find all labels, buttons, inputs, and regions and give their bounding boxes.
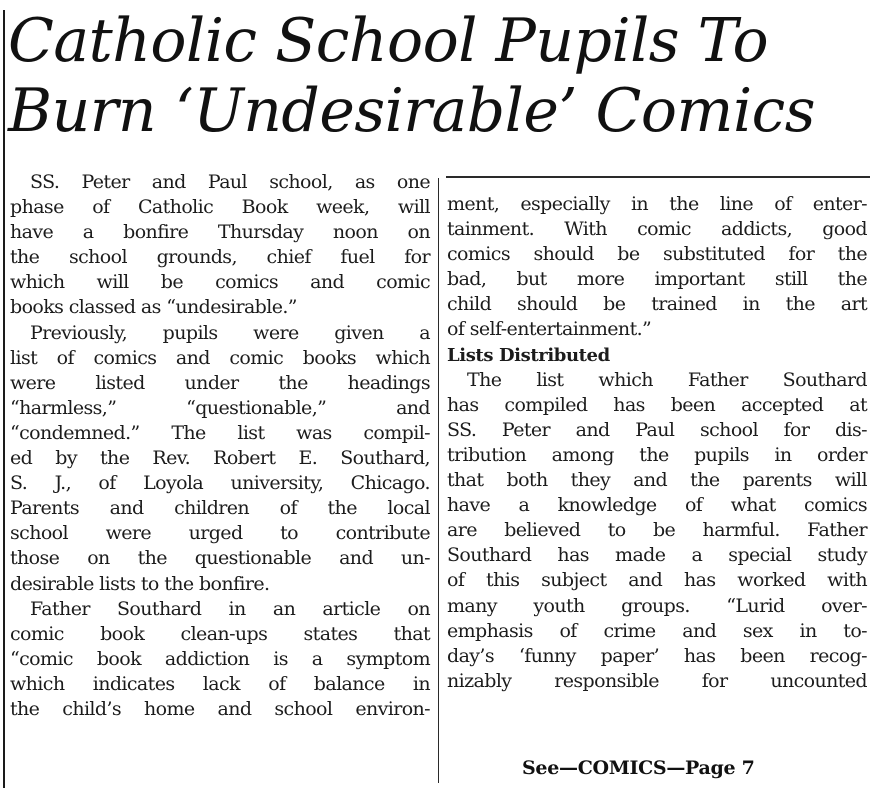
body-line: tribution among the pupils in order [447,443,867,466]
body-line: the school grounds, chief fuel for [10,246,430,269]
body-line: which will be comics and comic [10,271,430,294]
body-line: nizably responsible for uncounted [447,669,867,692]
body-line: Previously, pupils were given a [30,321,430,344]
body-line: ment, especially in the line of enter- [447,193,867,215]
body-line: have a knowledge of what comics [447,494,867,517]
left-border-rule [3,10,5,788]
body-line: those on the questionable and un- [10,547,430,570]
body-line: Father Southard in an article on [30,597,430,620]
body-line: of this subject and has worked with [447,569,867,592]
body-line: The list which Father Southard [467,368,867,391]
right-column-top-rule [446,176,870,178]
body-line: “condemned.” The list was compil- [10,421,430,444]
body-line: the child’s home and school environ- [10,697,430,720]
body-line: emphasis of crime and sex in to- [447,619,867,642]
column-divider-rule [438,178,439,783]
left-column [10,170,430,722]
body-line: desirable lists to the bonfire. [10,572,270,595]
headline-line-1: Catholic School Pupils To [8,6,769,76]
body-line: of self-entertainment.” [447,318,652,341]
body-line: are believed to be harmful. Father [447,519,867,542]
body-line: S. J., of Loyola university, Chicago. [10,472,430,495]
body-line: have a bonfire Thursday noon on [10,221,430,244]
body-line: tainment. With comic addicts, good [447,218,867,241]
body-line: has compiled has been accepted at [447,393,867,416]
body-line: ed by the Rev. Robert E. Southard, [10,447,430,470]
body-line: SS. Peter and Paul school for dis- [447,418,867,441]
body-line: Parents and children of the local [10,497,430,520]
right-column [447,192,867,694]
body-line: list of comics and comic books which [10,346,430,369]
body-line: child should be trained in the art [447,293,867,316]
body-line: school were urged to contribute [10,522,430,545]
body-line: phase of Catholic Book week, will [10,196,430,219]
body-line: Southard has made a special study [447,544,867,567]
headline [8,6,874,146]
body-line: books classed as “undesirable.” [10,296,297,319]
subhead: Lists Distributed [447,344,610,366]
body-line: comics should be substituted for the [447,243,867,266]
body-line: “harmless,” “questionable,” and [10,396,430,419]
continued-jump-line: See—COMICS—Page 7 [522,757,755,779]
body-line: comic book clean-ups states that [10,622,430,645]
body-line: “comic book addiction is a symptom [10,647,430,670]
body-line: bad, but more important still the [447,268,867,291]
body-line: many youth groups. “Lurid over- [447,594,867,617]
body-line: day’s ‘funny paper’ has been recog- [447,644,867,667]
body-line: SS. Peter and Paul school, as one [30,171,430,193]
headline-line-2: Burn ‘Undesirable’ Comics [8,76,816,146]
body-line: were listed under the headings [10,371,430,394]
body-line: that both they and the parents will [447,469,867,492]
body-line: which indicates lack of balance in [10,672,430,695]
